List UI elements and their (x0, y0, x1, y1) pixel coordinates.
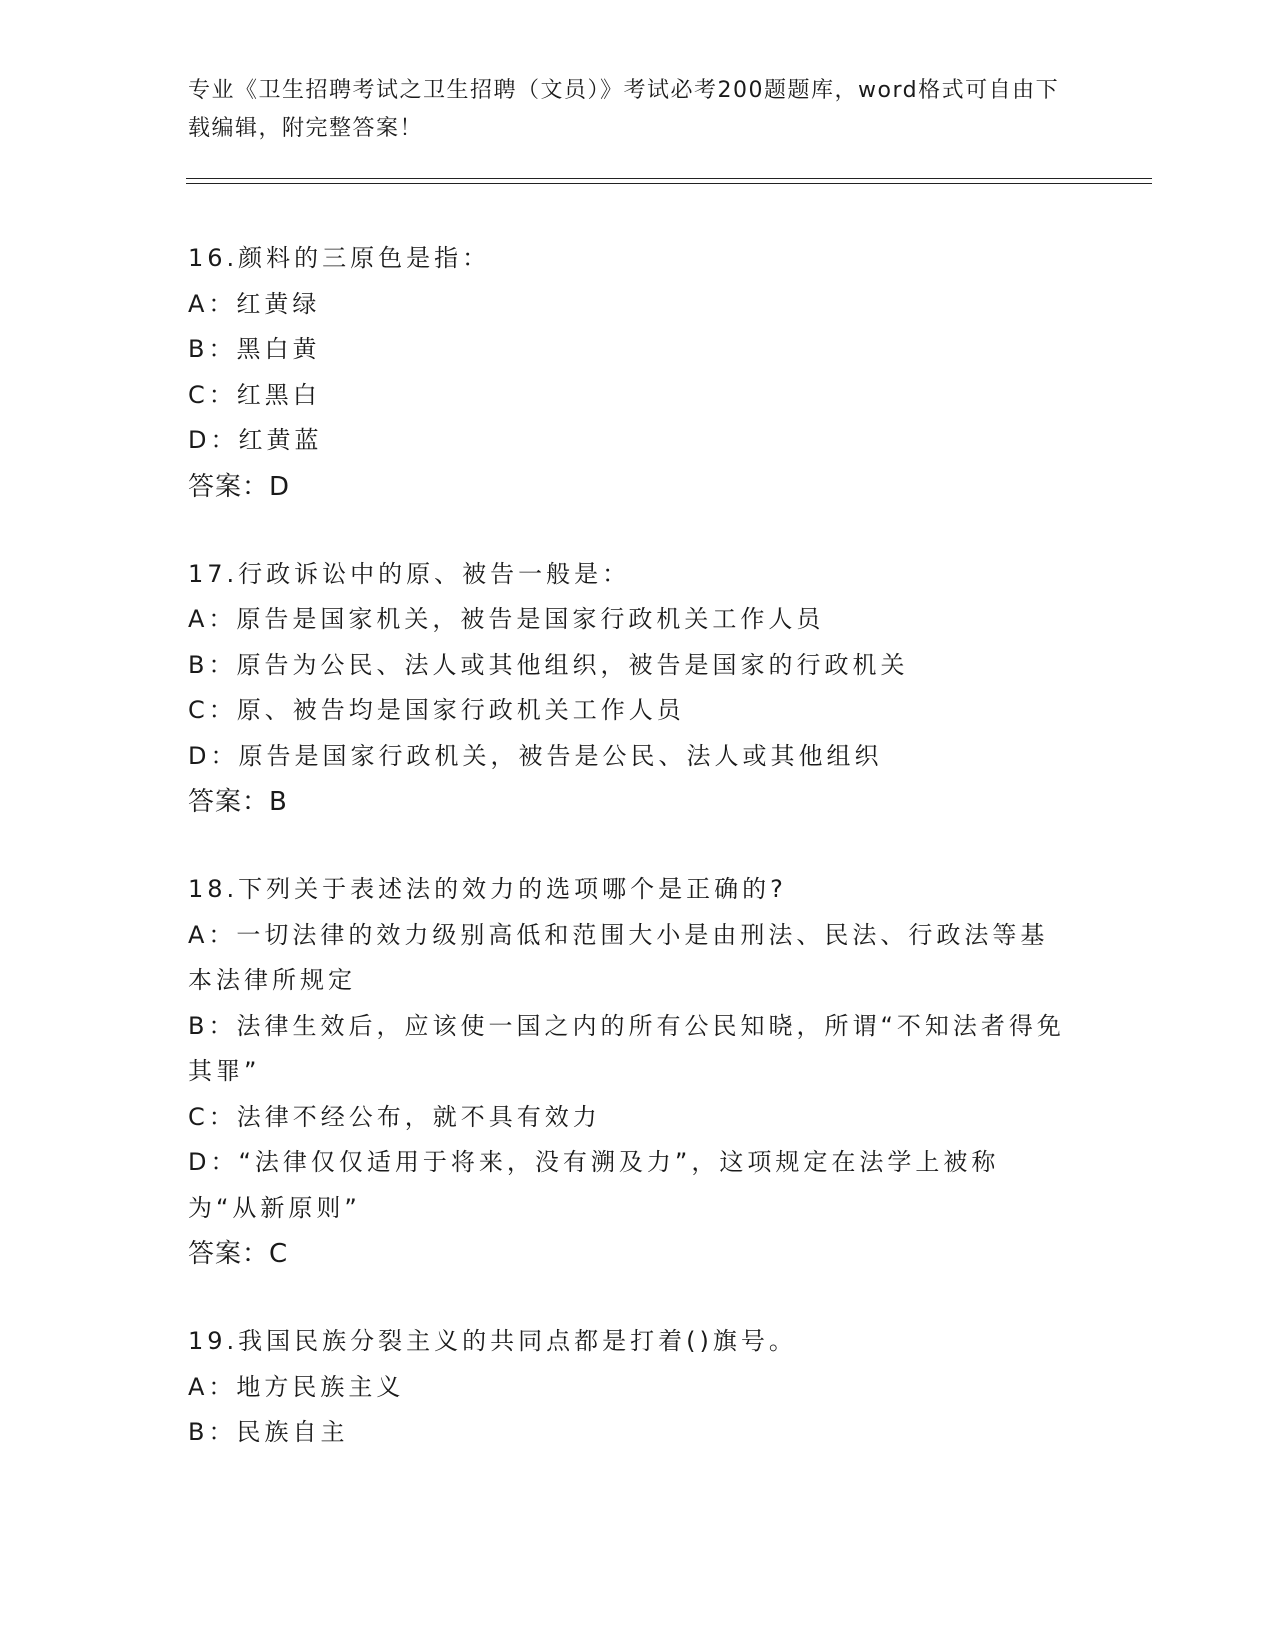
option-a: A：一切法律的效力级别高低和范围大小是由刑法、民法、行政法等基本法律所规定 (188, 920, 1049, 994)
document-header: 专业《卫生招聘考试之卫生招聘（文员）》考试必考200题题库，word格式可自由下载编辑，附完整答案！ (188, 78, 1060, 141)
option-a: A：原告是国家机关，被告是国家行政机关工作人员 (188, 605, 825, 633)
option-b: B：民族自主 (188, 1418, 349, 1446)
question-stem: 16.颜料的三原色是指： (188, 244, 491, 272)
question-19 (188, 1319, 1068, 1456)
question-list (188, 236, 1068, 1498)
question-stem: 18.下列关于表述法的效力的选项哪个是正确的? (188, 875, 787, 903)
answer-line: 答案：B (188, 787, 288, 817)
option-d: D：原告是国家行政机关，被告是公民、法人或其他组织 (188, 741, 883, 770)
question-17 (188, 552, 1068, 826)
question-18 (188, 867, 1068, 1277)
question-stem: 17.行政诉讼中的原、被告一般是： (188, 559, 631, 588)
option-d: D：“法律仅仅适用于将来，没有溯及力”，这项规定在法学上被称为“从新原则” (188, 1148, 1000, 1222)
option-d: D：红黄蓝 (188, 426, 323, 454)
question-stem: 19.我国民族分裂主义的共同点都是打着()旗号。 (188, 1327, 797, 1355)
option-a: A：地方民族主义 (188, 1372, 405, 1401)
option-c: C：法律不经公布，就不具有效力 (188, 1102, 601, 1131)
answer-line: 答案：C (188, 1239, 289, 1269)
header-divider-bottom (186, 183, 1152, 184)
option-c: C：红黑白 (188, 380, 321, 409)
option-b: B：法律生效后，应该使一国之内的所有公民知晓，所谓“不知法者得免其罪” (188, 1011, 1065, 1085)
answer-line: 答案：D (188, 471, 291, 502)
option-c: C：原、被告均是国家行政机关工作人员 (188, 696, 685, 724)
option-a: A：红黄绿 (188, 289, 321, 318)
option-b: B：黑白黄 (188, 335, 321, 363)
header-divider-top (186, 178, 1152, 179)
option-b: B：原告为公民、法人或其他组织，被告是国家的行政机关 (188, 650, 909, 679)
question-16 (188, 236, 1068, 510)
